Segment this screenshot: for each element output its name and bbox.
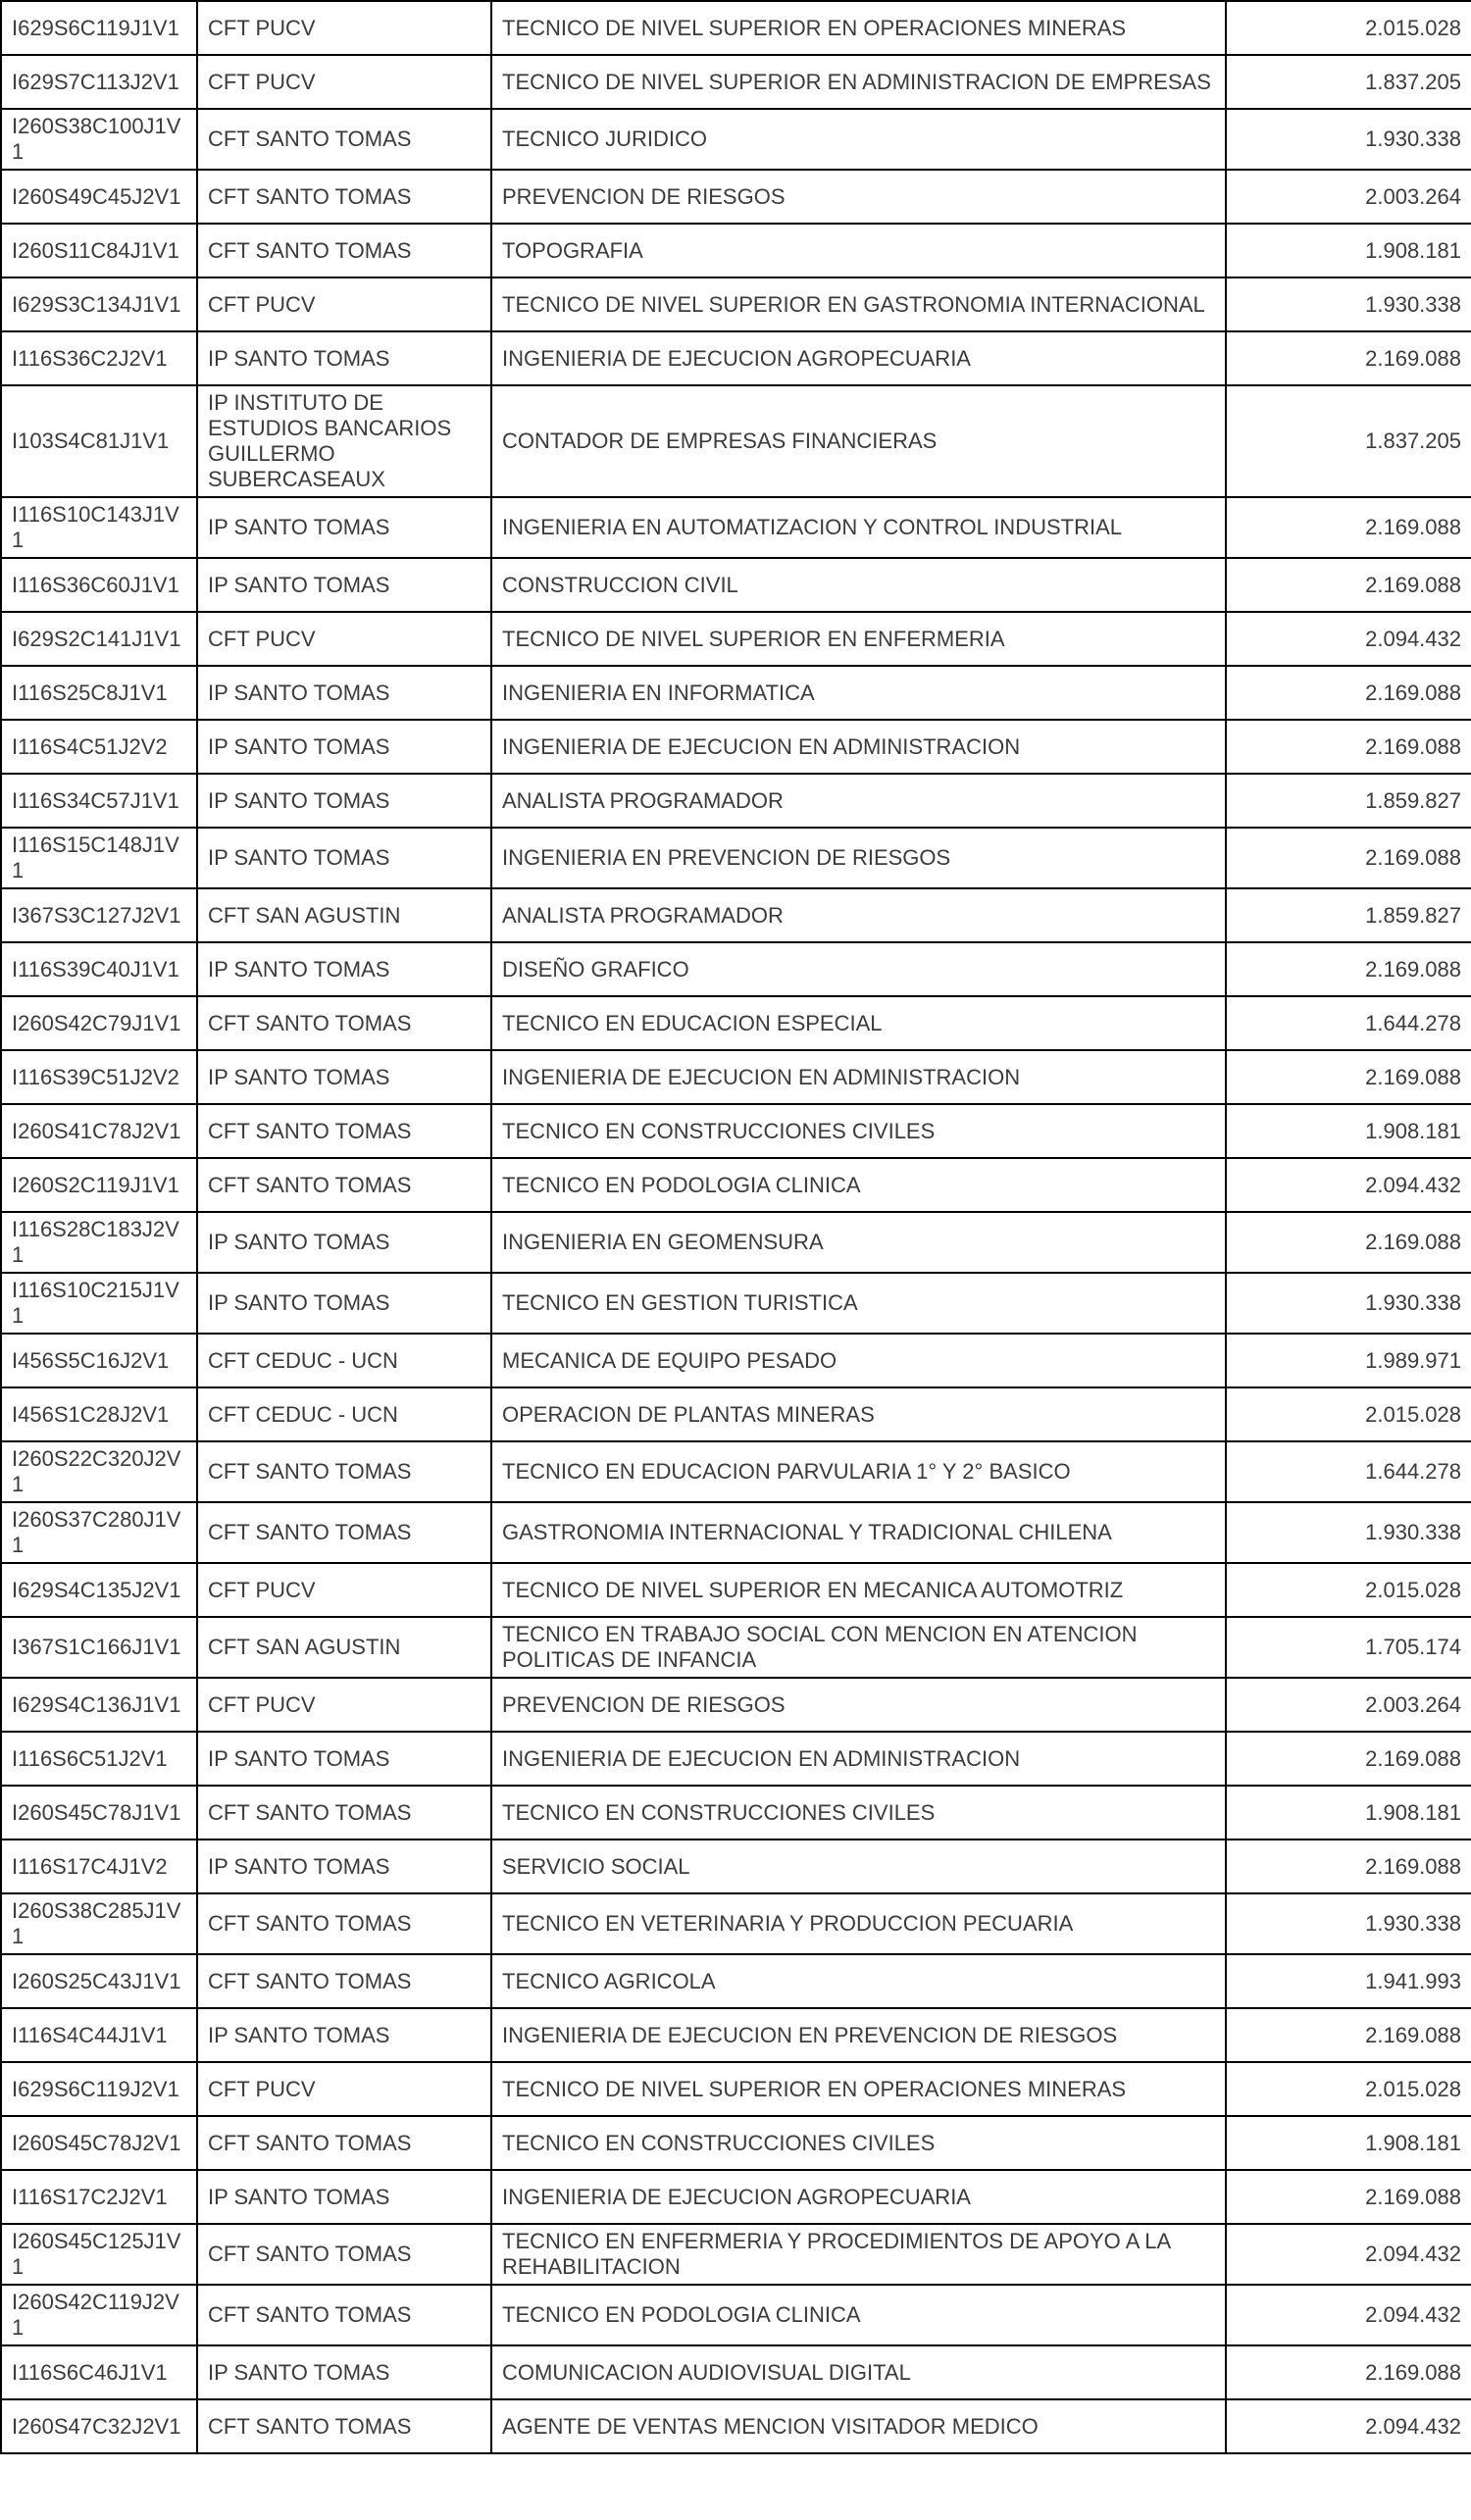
program-name-cell: TECNICO DE NIVEL SUPERIOR EN OPERACIONES MINERAS xyxy=(491,1,1226,55)
institution-cell: IP SANTO TOMAS xyxy=(197,497,491,558)
program-code-cell: I116S25C8J1V1 xyxy=(1,666,197,720)
fee-table-body xyxy=(1,1,1471,2453)
program-code-cell: I116S28C183J2V1 xyxy=(1,1212,197,1273)
institution-cell: IP SANTO TOMAS xyxy=(197,1840,491,1893)
institution-cell: IP SANTO TOMAS xyxy=(197,774,491,828)
institution-cell: CFT SANTO TOMAS xyxy=(197,1104,491,1158)
table-row xyxy=(1,558,1471,612)
program-code-cell: I456S5C16J2V1 xyxy=(1,1334,197,1387)
table-row xyxy=(1,2399,1471,2453)
institution-cell: CFT SANTO TOMAS xyxy=(197,1441,491,1502)
institution-cell: IP SANTO TOMAS xyxy=(197,666,491,720)
program-code-cell: I116S6C46J1V1 xyxy=(1,2345,197,2399)
institution-cell: IP SANTO TOMAS xyxy=(197,331,491,385)
tuition-amount-cell: 2.169.088 xyxy=(1226,2008,1471,2062)
program-code-cell: I260S42C119J2V1 xyxy=(1,2285,197,2345)
institution-cell: CFT SANTO TOMAS xyxy=(197,170,491,224)
institution-cell: CFT SAN AGUSTIN xyxy=(197,1617,491,1678)
tuition-amount-cell: 1.859.827 xyxy=(1226,774,1471,828)
program-code-cell: I116S4C44J1V1 xyxy=(1,2008,197,2062)
tuition-amount-cell: 2.169.088 xyxy=(1226,2170,1471,2224)
program-code-cell: I116S15C148J1V1 xyxy=(1,828,197,888)
program-code-cell: I629S3C134J1V1 xyxy=(1,277,197,331)
program-name-cell: DISEÑO GRAFICO xyxy=(491,942,1226,996)
table-row xyxy=(1,385,1471,497)
institution-cell: CFT SAN AGUSTIN xyxy=(197,888,491,942)
program-code-cell: I629S4C136J1V1 xyxy=(1,1678,197,1732)
tuition-amount-cell: 1.930.338 xyxy=(1226,1893,1471,1954)
program-code-cell: I116S39C40J1V1 xyxy=(1,942,197,996)
tuition-amount-cell: 2.169.088 xyxy=(1226,1732,1471,1786)
program-name-cell: TECNICO DE NIVEL SUPERIOR EN GASTRONOMIA INTERNACIONAL xyxy=(491,277,1226,331)
tuition-amount-cell: 1.930.338 xyxy=(1226,277,1471,331)
program-code-cell: I260S45C125J1V1 xyxy=(1,2224,197,2285)
program-name-cell: TECNICO JURIDICO xyxy=(491,109,1226,170)
table-row xyxy=(1,1678,1471,1732)
table-row xyxy=(1,1387,1471,1441)
tuition-amount-cell: 1.908.181 xyxy=(1226,1104,1471,1158)
table-row xyxy=(1,1502,1471,1563)
program-code-cell: I260S37C280J1V1 xyxy=(1,1502,197,1563)
program-code-cell: I260S22C320J2V1 xyxy=(1,1441,197,1502)
program-code-cell: I116S36C60J1V1 xyxy=(1,558,197,612)
tuition-amount-cell: 1.930.338 xyxy=(1226,1502,1471,1563)
program-name-cell: MECANICA DE EQUIPO PESADO xyxy=(491,1334,1226,1387)
program-name-cell: TECNICO EN PODOLOGIA CLINICA xyxy=(491,2285,1226,2345)
institution-cell: IP INSTITUTO DE ESTUDIOS BANCARIOS GUILLERMO SUBERCASEAUX xyxy=(197,385,491,497)
table-row xyxy=(1,1617,1471,1678)
tuition-amount-cell: 1.837.205 xyxy=(1226,55,1471,109)
table-row xyxy=(1,1441,1471,1502)
program-name-cell: TECNICO EN VETERINARIA Y PRODUCCION PECUARIA xyxy=(491,1893,1226,1954)
tuition-amount-cell: 2.169.088 xyxy=(1226,666,1471,720)
tuition-amount-cell: 2.003.264 xyxy=(1226,1678,1471,1732)
institution-cell: CFT SANTO TOMAS xyxy=(197,1954,491,2008)
program-code-cell: I116S39C51J2V2 xyxy=(1,1050,197,1104)
tuition-amount-cell: 1.941.993 xyxy=(1226,1954,1471,2008)
table-row xyxy=(1,828,1471,888)
program-code-cell: I260S49C45J2V1 xyxy=(1,170,197,224)
table-row xyxy=(1,1,1471,55)
program-name-cell: INGENIERIA DE EJECUCION EN ADMINISTRACION xyxy=(491,1732,1226,1786)
program-code-cell: I260S11C84J1V1 xyxy=(1,224,197,277)
institution-cell: IP SANTO TOMAS xyxy=(197,1050,491,1104)
program-name-cell: TECNICO EN GESTION TURISTICA xyxy=(491,1273,1226,1334)
table-row xyxy=(1,1786,1471,1840)
program-code-cell: I260S25C43J1V1 xyxy=(1,1954,197,2008)
tuition-amount-cell: 1.837.205 xyxy=(1226,385,1471,497)
program-name-cell: TECNICO AGRICOLA xyxy=(491,1954,1226,2008)
program-name-cell: TECNICO EN TRABAJO SOCIAL CON MENCION EN ATENCION POLITICAS DE INFANCIA xyxy=(491,1617,1226,1678)
tuition-amount-cell: 1.930.338 xyxy=(1226,1273,1471,1334)
tuition-amount-cell: 1.908.181 xyxy=(1226,2116,1471,2170)
table-row xyxy=(1,224,1471,277)
program-name-cell: INGENIERIA EN AUTOMATIZACION Y CONTROL INDUSTRIAL xyxy=(491,497,1226,558)
program-name-cell: SERVICIO SOCIAL xyxy=(491,1840,1226,1893)
table-row xyxy=(1,774,1471,828)
table-row xyxy=(1,2062,1471,2116)
tuition-amount-cell: 2.169.088 xyxy=(1226,1050,1471,1104)
table-row xyxy=(1,1840,1471,1893)
program-code-cell: I260S42C79J1V1 xyxy=(1,996,197,1050)
table-row xyxy=(1,2170,1471,2224)
tuition-amount-cell: 2.169.088 xyxy=(1226,2345,1471,2399)
institution-cell: CFT CEDUC - UCN xyxy=(197,1334,491,1387)
table-row xyxy=(1,497,1471,558)
program-name-cell: TECNICO DE NIVEL SUPERIOR EN ENFERMERIA xyxy=(491,612,1226,666)
program-code-cell: I260S2C119J1V1 xyxy=(1,1158,197,1212)
program-name-cell: TOPOGRAFIA xyxy=(491,224,1226,277)
tuition-amount-cell: 2.015.028 xyxy=(1226,1,1471,55)
program-code-cell: I629S4C135J2V1 xyxy=(1,1563,197,1617)
program-code-cell: I116S10C143J1V1 xyxy=(1,497,197,558)
program-code-cell: I116S17C4J1V2 xyxy=(1,1840,197,1893)
tuition-amount-cell: 2.169.088 xyxy=(1226,1212,1471,1273)
institution-cell: IP SANTO TOMAS xyxy=(197,942,491,996)
program-code-cell: I260S45C78J1V1 xyxy=(1,1786,197,1840)
program-name-cell: AGENTE DE VENTAS MENCION VISITADOR MEDICO xyxy=(491,2399,1226,2453)
program-name-cell: INGENIERIA DE EJECUCION AGROPECUARIA xyxy=(491,331,1226,385)
program-code-cell: I367S1C166J1V1 xyxy=(1,1617,197,1678)
institution-cell: CFT SANTO TOMAS xyxy=(197,1502,491,1563)
tuition-amount-cell: 2.169.088 xyxy=(1226,497,1471,558)
program-code-cell: I260S47C32J2V1 xyxy=(1,2399,197,2453)
table-row xyxy=(1,2285,1471,2345)
table-row xyxy=(1,612,1471,666)
program-code-cell: I260S41C78J2V1 xyxy=(1,1104,197,1158)
institution-cell: IP SANTO TOMAS xyxy=(197,720,491,774)
table-row xyxy=(1,1893,1471,1954)
tuition-amount-cell: 2.015.028 xyxy=(1226,2062,1471,2116)
program-name-cell: OPERACION DE PLANTAS MINERAS xyxy=(491,1387,1226,1441)
program-name-cell: INGENIERIA EN PREVENCION DE RIESGOS xyxy=(491,828,1226,888)
institution-cell: CFT PUCV xyxy=(197,55,491,109)
program-name-cell: COMUNICACION AUDIOVISUAL DIGITAL xyxy=(491,2345,1226,2399)
table-row xyxy=(1,1212,1471,1273)
tuition-amount-cell: 2.169.088 xyxy=(1226,331,1471,385)
table-row xyxy=(1,1954,1471,2008)
institution-cell: IP SANTO TOMAS xyxy=(197,2170,491,2224)
institution-cell: CFT CEDUC - UCN xyxy=(197,1387,491,1441)
program-code-cell: I629S7C113J2V1 xyxy=(1,55,197,109)
program-code-cell: I103S4C81J1V1 xyxy=(1,385,197,497)
program-code-cell: I260S38C285J1V1 xyxy=(1,1893,197,1954)
table-row xyxy=(1,55,1471,109)
tuition-amount-cell: 2.169.088 xyxy=(1226,720,1471,774)
program-code-cell: I116S4C51J2V2 xyxy=(1,720,197,774)
program-name-cell: TECNICO EN EDUCACION PARVULARIA 1° Y 2° BASICO xyxy=(491,1441,1226,1502)
table-row xyxy=(1,888,1471,942)
institution-cell: CFT SANTO TOMAS xyxy=(197,1786,491,1840)
institution-cell: IP SANTO TOMAS xyxy=(197,2008,491,2062)
institution-cell: CFT SANTO TOMAS xyxy=(197,2224,491,2285)
tuition-amount-cell: 2.015.028 xyxy=(1226,1387,1471,1441)
program-name-cell: GASTRONOMIA INTERNACIONAL Y TRADICIONAL CHILENA xyxy=(491,1502,1226,1563)
table-row xyxy=(1,1273,1471,1334)
table-row xyxy=(1,1104,1471,1158)
institution-cell: CFT SANTO TOMAS xyxy=(197,2116,491,2170)
program-code-cell: I260S38C100J1V1 xyxy=(1,109,197,170)
table-row xyxy=(1,170,1471,224)
institution-cell: CFT SANTO TOMAS xyxy=(197,2285,491,2345)
institution-cell: CFT PUCV xyxy=(197,1563,491,1617)
institution-cell: IP SANTO TOMAS xyxy=(197,1273,491,1334)
program-name-cell: CONTADOR DE EMPRESAS FINANCIERAS xyxy=(491,385,1226,497)
tuition-amount-cell: 2.094.432 xyxy=(1226,2224,1471,2285)
table-row xyxy=(1,1158,1471,1212)
table-row xyxy=(1,1050,1471,1104)
program-name-cell: PREVENCION DE RIESGOS xyxy=(491,170,1226,224)
tuition-amount-cell: 1.908.181 xyxy=(1226,1786,1471,1840)
tuition-amount-cell: 2.169.088 xyxy=(1226,828,1471,888)
program-code-cell: I629S6C119J1V1 xyxy=(1,1,197,55)
table-row xyxy=(1,942,1471,996)
program-code-cell: I116S10C215J1V1 xyxy=(1,1273,197,1334)
program-name-cell: INGENIERIA DE EJECUCION EN ADMINISTRACION xyxy=(491,720,1226,774)
program-name-cell: TECNICO DE NIVEL SUPERIOR EN ADMINISTRACION DE EMPRESAS xyxy=(491,55,1226,109)
program-name-cell: INGENIERIA EN INFORMATICA xyxy=(491,666,1226,720)
program-code-cell: I367S3C127J2V1 xyxy=(1,888,197,942)
institution-cell: CFT SANTO TOMAS xyxy=(197,1158,491,1212)
program-name-cell: TECNICO EN EDUCACION ESPECIAL xyxy=(491,996,1226,1050)
tuition-amount-cell: 1.989.971 xyxy=(1226,1334,1471,1387)
tuition-amount-cell: 2.169.088 xyxy=(1226,942,1471,996)
program-name-cell: CONSTRUCCION CIVIL xyxy=(491,558,1226,612)
program-name-cell: INGENIERIA EN GEOMENSURA xyxy=(491,1212,1226,1273)
institution-cell: CFT PUCV xyxy=(197,2062,491,2116)
tuition-amount-cell: 2.094.432 xyxy=(1226,1158,1471,1212)
program-name-cell: TECNICO EN CONSTRUCCIONES CIVILES xyxy=(491,2116,1226,2170)
institution-cell: CFT SANTO TOMAS xyxy=(197,224,491,277)
program-name-cell: TECNICO EN CONSTRUCCIONES CIVILES xyxy=(491,1104,1226,1158)
table-row xyxy=(1,2345,1471,2399)
table-row xyxy=(1,1334,1471,1387)
institution-cell: CFT SANTO TOMAS xyxy=(197,2399,491,2453)
program-code-cell: I116S6C51J2V1 xyxy=(1,1732,197,1786)
tuition-amount-cell: 2.169.088 xyxy=(1226,558,1471,612)
program-name-cell: INGENIERIA DE EJECUCION EN ADMINISTRACION xyxy=(491,1050,1226,1104)
program-name-cell: ANALISTA PROGRAMADOR xyxy=(491,888,1226,942)
tuition-amount-cell: 2.015.028 xyxy=(1226,1563,1471,1617)
program-name-cell: TECNICO EN ENFERMERIA Y PROCEDIMIENTOS DE APOYO A LA REHABILITACION xyxy=(491,2224,1226,2285)
program-code-cell: I116S34C57J1V1 xyxy=(1,774,197,828)
program-code-cell: I260S45C78J2V1 xyxy=(1,2116,197,2170)
program-name-cell: TECNICO DE NIVEL SUPERIOR EN OPERACIONES MINERAS xyxy=(491,2062,1226,2116)
table-row xyxy=(1,720,1471,774)
table-row xyxy=(1,2224,1471,2285)
table-row xyxy=(1,2008,1471,2062)
institution-cell: CFT PUCV xyxy=(197,1,491,55)
tuition-amount-cell: 1.644.278 xyxy=(1226,996,1471,1050)
program-name-cell: INGENIERIA DE EJECUCION AGROPECUARIA xyxy=(491,2170,1226,2224)
tuition-amount-cell: 2.169.088 xyxy=(1226,1840,1471,1893)
tuition-amount-cell: 1.705.174 xyxy=(1226,1617,1471,1678)
table-row xyxy=(1,331,1471,385)
tuition-amount-cell: 2.094.432 xyxy=(1226,2285,1471,2345)
institution-cell: IP SANTO TOMAS xyxy=(197,828,491,888)
institution-cell: CFT PUCV xyxy=(197,1678,491,1732)
program-name-cell: TECNICO EN CONSTRUCCIONES CIVILES xyxy=(491,1786,1226,1840)
institution-cell: CFT PUCV xyxy=(197,612,491,666)
table-row xyxy=(1,1563,1471,1617)
tuition-amount-cell: 2.094.432 xyxy=(1226,2399,1471,2453)
institution-cell: CFT SANTO TOMAS xyxy=(197,996,491,1050)
institution-cell: CFT PUCV xyxy=(197,277,491,331)
program-code-cell: I116S36C2J2V1 xyxy=(1,331,197,385)
program-code-cell: I116S17C2J2V1 xyxy=(1,2170,197,2224)
program-code-cell: I629S6C119J2V1 xyxy=(1,2062,197,2116)
program-name-cell: ANALISTA PROGRAMADOR xyxy=(491,774,1226,828)
table-row xyxy=(1,666,1471,720)
institution-cell: CFT SANTO TOMAS xyxy=(197,1893,491,1954)
institution-cell: IP SANTO TOMAS xyxy=(197,2345,491,2399)
program-name-cell: TECNICO DE NIVEL SUPERIOR EN MECANICA AUTOMOTRIZ xyxy=(491,1563,1226,1617)
tuition-amount-cell: 1.930.338 xyxy=(1226,109,1471,170)
program-code-cell: I456S1C28J2V1 xyxy=(1,1387,197,1441)
institution-cell: IP SANTO TOMAS xyxy=(197,1732,491,1786)
program-name-cell: PREVENCION DE RIESGOS xyxy=(491,1678,1226,1732)
table-row xyxy=(1,109,1471,170)
tuition-amount-cell: 1.908.181 xyxy=(1226,224,1471,277)
tuition-amount-cell: 2.094.432 xyxy=(1226,612,1471,666)
tuition-amount-cell: 2.003.264 xyxy=(1226,170,1471,224)
program-code-cell: I629S2C141J1V1 xyxy=(1,612,197,666)
tuition-amount-cell: 1.859.827 xyxy=(1226,888,1471,942)
program-name-cell: INGENIERIA DE EJECUCION EN PREVENCION DE RIESGOS xyxy=(491,2008,1226,2062)
tuition-amount-cell: 1.644.278 xyxy=(1226,1441,1471,1502)
table-row xyxy=(1,1732,1471,1786)
institution-cell: IP SANTO TOMAS xyxy=(197,558,491,612)
institution-cell: IP SANTO TOMAS xyxy=(197,1212,491,1273)
table-row xyxy=(1,277,1471,331)
institution-cell: CFT SANTO TOMAS xyxy=(197,109,491,170)
table-row xyxy=(1,2116,1471,2170)
program-name-cell: TECNICO EN PODOLOGIA CLINICA xyxy=(491,1158,1226,1212)
table-row xyxy=(1,996,1471,1050)
